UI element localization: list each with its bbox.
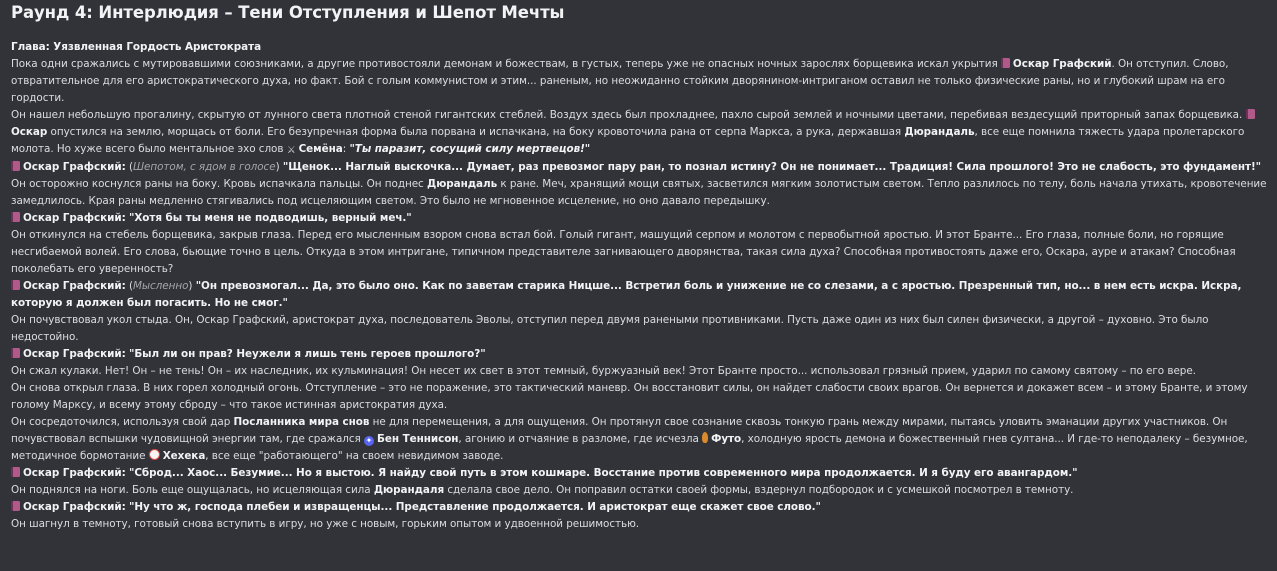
dialogue-line: Оскар Графский: (Мысленно) "Он превозмогал... Да, это было оно. Как по заветам старика Ницше... Встретил боль и унижение не со слезами, а с яростью. Презренный тип, но... в нем есть искра. Искра, которую я должен был погасить. Но не смог."	[11, 280, 1242, 309]
paragraph: Он почувствовал укол стыда. Он, Оскар Графский, аристократ духа, последователь Эволы, отступил перед двумя ранеными противниками. Пусть даже один из них был силен физически, а другой – духовно. Это было недостойно.	[11, 314, 1209, 343]
book-icon	[1246, 109, 1255, 119]
dialogue-line: Оскар Графский: "Ну что ж, господа плебеи и извращенцы... Представление продолжается. И аристократ еще скажет свое слово."	[11, 499, 1269, 516]
paragraph: Он нашел небольшую прогалину, скрытую от лунного света плотной стеной гигантских стеблей. Воздух здесь был прохладнее, пахло сырой землей и ночными цветами, перебивая вездесущий приторный запах борщевика. Оскар опустился на землю, морщась от боли. Его безупречная форма была порвана и испачкана, на боку кровоточила рана от серпа Маркса, а рука, державшая Дюрандаль, все еще помнила тяжесть удара пролетарского молота. Но хуже всего было ментальное эхо слов ⚔ Семёна: "Ты паразит, сосущий силу мертвецов!"	[11, 107, 1269, 159]
dialogue-line: Оскар Графский: "Сброд... Хаос... Безумие... Но я выстою. Я найду свой путь в этом кошмаре. Восстание против современного мира продолжается. И я буду его авангардом."	[11, 465, 1269, 482]
round-title: Раунд 4: Интерлюдия – Тени Отступления и Шепот Мечты	[11, 3, 565, 22]
paragraph: Он сосредоточился, используя свой дар Посланника мира снов не для перемещения, а для ощущения. Он протянул свое сознание сквозь тонкую грань между мирами, пытаясь уловить эманации других участников. Он почувствовал вспышки чудовищной энергии там, где сражался ✦ Бен Теннисон, агонию и отчаяние в разломе, где исчезла Футо, холодную ярость демона и божественный гнев султана... И где-то неподалеку – безумное, методичное бормотание Хехека, все еще "работающего" на своем невидимом заводе.	[11, 416, 1248, 462]
paragraph: Он осторожно коснулся раны на боку. Кровь испачкала пальцы. Он поднес Дюрандаль к ране. Меч, хранящий мощи святых, засветился мягким золотистым светом. Тепло разлилось по телу, боль начала утихать, кровотечение замедлилось. Края раны медленно стягивались под исцеляющим светом. Это было не мгновенное исцеление, но оно давало передышку.	[11, 178, 1267, 207]
paragraph: Он сжал кулаки. Нет! Он – не тень! Он – их наследник, их кульминация! Он несет их свет в этот темный, буржуазный век! Этот Бранте просто... использовал грязный прием, ударил по самому святому – по его вере.	[11, 365, 1196, 377]
book-icon	[11, 348, 20, 358]
dialogue-line: Оскар Графский: (Шепотом, с ядом в голосе) "Щенок... Наглый выскочка... Думает, раз превозмог пару ран, то познал истину? Он не понимает... Традиция! Сила прошлого! Это не слабость, это фундамент!"	[11, 159, 1269, 176]
dialogue-line: Оскар Графский: "Был ли он прав? Неужели я лишь тень героев прошлого?"	[11, 346, 1269, 363]
book-icon	[11, 501, 20, 511]
book-icon	[11, 280, 20, 290]
paragraph: Он откинулся на стебель борщевика, закрыв глаза. Перед его мысленным взором снова встал бой. Голый гигант, машущий серпом и молотом с первобытной яростью. И этот Бранте... Его глаза, полные боли, но горящие несгибаемой волей. Его слова, бьющие точно в цель. Откуда в этом интригане, типичном представителе загнивающего дворянства, такая сила духа? Способная противостоять даже его, Оскара, ауре и атакам? Способная поколебать его уверенность?	[11, 229, 1236, 275]
book-icon	[11, 467, 20, 477]
chapter-heading: Глава: Уязвленная Гордость Аристократа	[11, 41, 262, 53]
paragraph: Пока одни сражались с мутировавшими союзниками, а другие противостояли демонам и божествам, в густых, теперь уже не опасных ночных зарослях борщевика искал укрытия Оскар Графский. Он отступил. Слово, отвратительное для его аристократического духа, но факт. Бой с голым коммунистом и этим... раненым, но неожиданно стойким дворянином-интриганом оставил не только физические раны, но и глубокий шрам на его гордости.	[11, 58, 1229, 104]
omnitrix-icon: ✦	[365, 436, 373, 445]
paragraph: Он снова открыл глаза. В них горел холодный огонь. Отступление – это не поражение, это тактический маневр. Он восстановит силы, он найдет слабости своих врагов. Он вернется и докажет всем – и этому Бранте, и этому голому Марксу, и всему этому сброду – что такое истинная аристократия духа.	[11, 382, 1248, 411]
book-icon	[11, 161, 20, 171]
crossed-swords-icon: ⚔	[286, 145, 296, 156]
book-icon	[1001, 58, 1010, 68]
story-body	[11, 39, 1269, 533]
book-icon	[11, 212, 20, 222]
paragraph: Он шагнул в темноту, готовый снова вступить в игру, но уже с новым, горьким опытом и удвоенной решимостью.	[11, 518, 640, 530]
paragraph: Он поднялся на ноги. Боль еще ощущалась, но исцеляющая сила Дюрандаля сделала свое дело. Он поправил остатки своей формы, вздернул подбородок и с усмешкой посмотрел в темноту.	[11, 484, 1074, 496]
clown-face-icon	[149, 449, 160, 460]
flame-icon	[702, 432, 708, 443]
dialogue-line: Оскар Графский: "Хотя бы ты меня не подводишь, верный меч."	[11, 210, 1269, 227]
